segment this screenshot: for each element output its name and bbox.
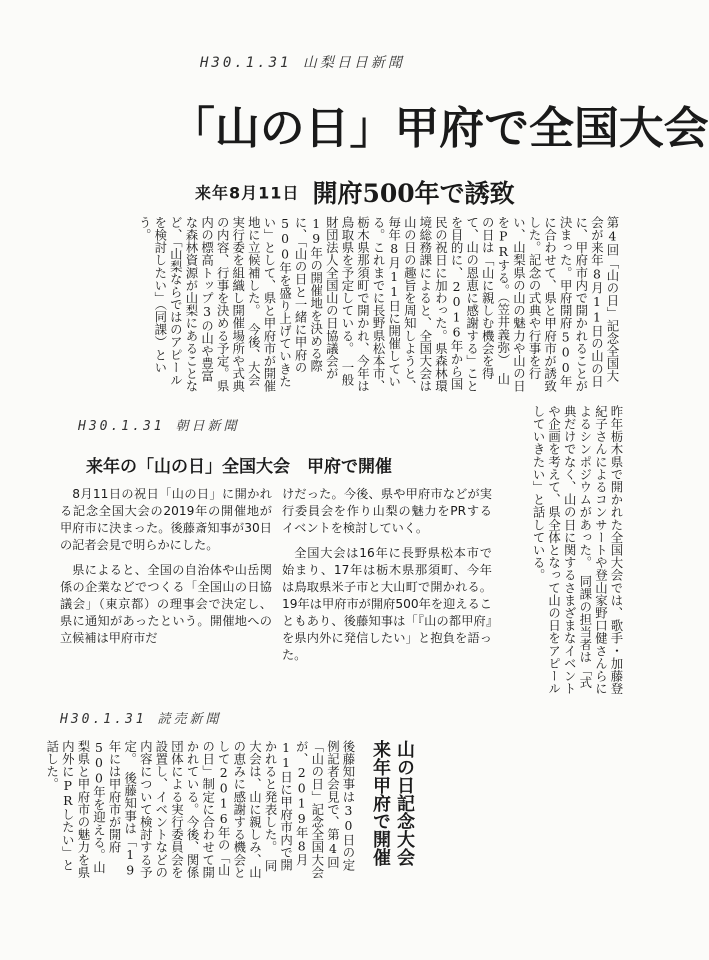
- yomiuri-body-2: 同大会は、山に親しみ、山の恵みに感謝する機会として2016年の「山の日」制定に合わせて開かれている。今後、関係団体による実行委員会を設置し、イベントなどの内容について検討する予定。: [122, 740, 279, 879]
- yamanashi-clip-label: H30.1.31 山梨日日新聞: [200, 55, 405, 71]
- yamanashi-subhead-main: 開府500年で誘致: [312, 179, 515, 208]
- asahi-col2-p2: 全国大会は16年に長野県松本市で始まり、17年は栃木県那須町、今年は鳥取県米子市と大山町で開かれる。19年は甲府市が開府500年を迎えることもあり、後藤知事は「『山の都甲府』を県内外に発信したい」と抱負を語った。: [282, 546, 492, 662]
- yamanashi-lead: 第4回「山の日」記念全国大会が来年8月11日の山の日に、甲府市内で開かれることが決まった。甲府開府500年に合わせて、県と甲府市が誘致した。記念の式典や行事を行い、山梨県の山の魅力や山の日をPRする。: [495, 216, 620, 393]
- asahi-col-2: [282, 486, 492, 662]
- yamanashi-body-lower: [482, 405, 624, 695]
- asahi-headline: 来年の「山の日」全国大会 甲府で開催: [86, 457, 392, 477]
- yamanashi-body-3: 今後、大会実行委を組織し開催場所や式典の内容、行事を決める予定。県内の標高トップ3の山や豊富な森林資源が山梨にあることなど、「山梨ならではのアピールを検討したい」（同課）という。: [137, 216, 262, 393]
- yomiuri-headline: [368, 740, 416, 910]
- yamanashi-body-1: 山の日は「山に親しむ機会を得て、山の恩恵に感謝する」ことを目的に、2016年から国民の祝日に加わった。県森林環境総務課によると、全国大会は山の日の趣旨を周知しようと、毎年8月11日に開催している。これまでに長野県松本市、栃木県那須町で開かれ、今年は鳥取県を予定している。: [339, 216, 511, 393]
- yamanashi-byline: （笠井義弥）: [495, 296, 511, 361]
- asahi-col1-p2: 県によると、全国の自治体や山岳関係の企業などでつくる「全国山の日協議会」（東京都）の理事会で決定し、県に通知があったという。開催地への立候補は甲府市だ: [60, 563, 272, 645]
- yomiuri-clip-label: H30.1.31 読売新聞: [60, 712, 222, 727]
- yamanashi-body-4: 昨年栃木県で開かれた全国大会では、歌手・加藤登紀子さんによるコンサートや登山家野口健さんらによるシンポジウムがあった。: [577, 405, 624, 695]
- yamanashi-subhead: [195, 174, 515, 210]
- yomiuri-body-1: 後藤知事は30日の定例記者会見で、第4回「山の日」記念全国大会が、2019年8月11日に甲府市内で開かれると発表した。: [263, 740, 356, 879]
- yomiuri-body-3: 後藤知事は「19年には甲府市が開府500年を迎える。山梨県と甲府市の魅力を県内外にPRしたい」と話した。: [44, 740, 138, 879]
- yamanashi-body-2: 一般財団法人全国山の日協議会が19年の開催地を決める際に、「山の日と一緒に甲府の500年を盛り上げていきたい」として、県と甲府市が開催地に立候補した。: [246, 216, 355, 393]
- yomiuri-headline-2: 来年甲府で開催: [370, 740, 391, 866]
- yamanashi-subhead-date: 来年8月11日: [195, 183, 300, 203]
- asahi-clip-label: H30.1.31 朝日新聞: [78, 419, 240, 434]
- yamanashi-headline: 「山の日」甲府で全国大会: [170, 103, 709, 154]
- yomiuri-headline-1: 山の日記念大会: [394, 740, 415, 866]
- asahi-col2-p1: けだった。今後、県や甲府市などが実行委員会を作り山梨の魅力をPRするイベントを検討していく。: [282, 487, 492, 535]
- yamanashi-body-right: [137, 216, 620, 394]
- yomiuri-body: [44, 740, 356, 880]
- asahi-col-1: [60, 486, 272, 646]
- yamanashi-body-5: 同課の担当者は「式典だけでなく、山の日に関するさまざまなイベントや企画を考えて、県全体となって山の日をアピールしていきたい」と話している。: [531, 405, 593, 695]
- asahi-col1-p1: 8月11日の祝日「山の日」に開かれる記念全国大会の2019年の開催地が甲府市に決まった。後藤斎知事が30日の記者会見で明らかにした。: [60, 487, 272, 552]
